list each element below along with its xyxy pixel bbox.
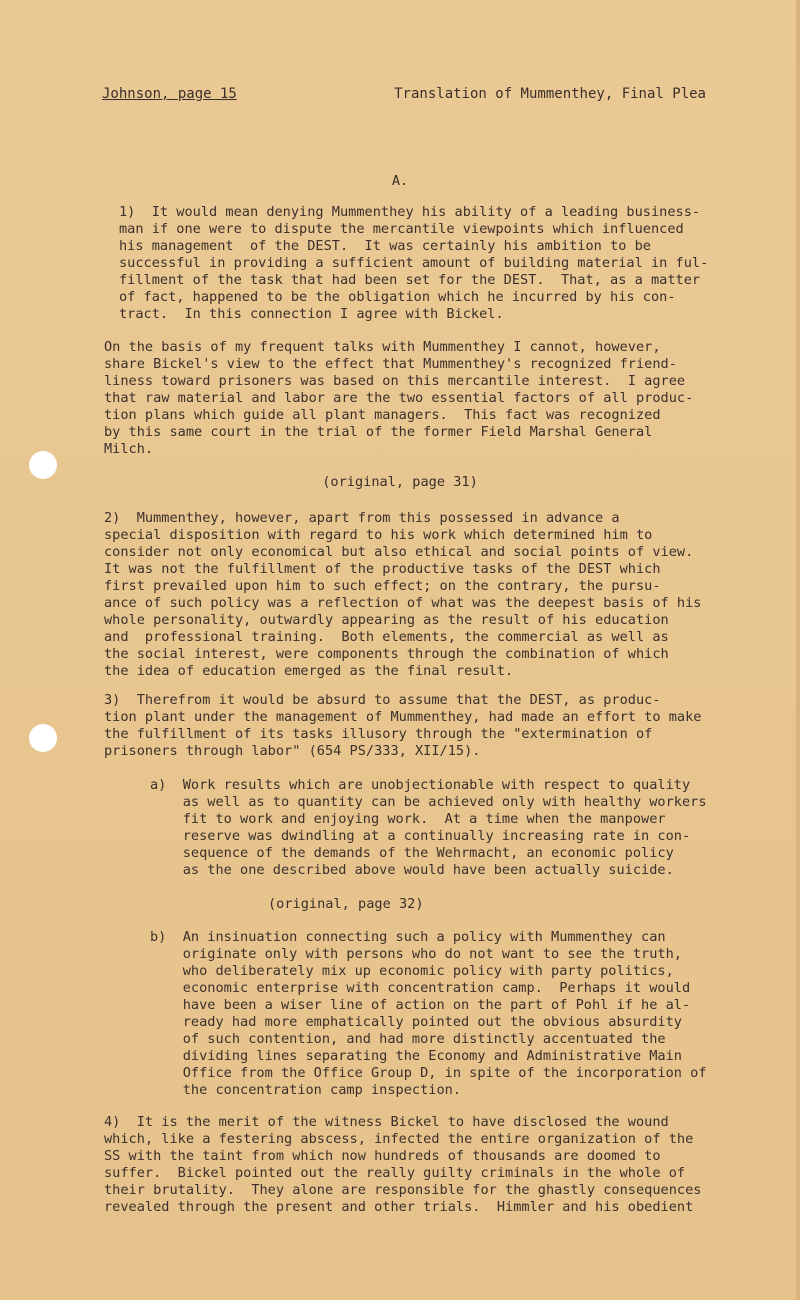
original-page-marker-31: (original, page 31) bbox=[322, 474, 478, 490]
subparagraph-b: b) An insinuation connecting such a policy with Mummenthey can originate only with persons who do not want to see the truth, who deliberately mix up economic policy with party politics, economic enterprise with concentration camp. Perhaps it would have been a wiser line of action on the part of Pohl if he al- ready had more emphatically pointed out the obvious absurdity of such contention, and had more distinctly accentuated the dividing lines separating the Economy and Administrative Main Office from the Office Group D, in spite of the incorporation of the concentration camp inspection. bbox=[150, 929, 707, 1098]
punch-hole-bottom bbox=[29, 724, 57, 752]
original-page-marker-32: (original, page 32) bbox=[268, 896, 424, 912]
subparagraph-a: a) Work results which are unobjectionable with respect to quality as well as to quantity can be achieved only with healthy workers fit to work and enjoying work. At a time when the manpower reserve was dwindling at a continually increasing rate in con- sequence of the demands of the Wehrmacht, an economic policy as the one described above would have been actually suicide. bbox=[150, 777, 707, 878]
paragraph-3: 2) Mummenthey, however, apart from this possessed in advance a special disposition with regard to his work which determined him to consider not only economical but also ethical and social points of view. It was not the fulfillment of the productive tasks of the DEST which first prevailed upon him to such effect; on the contrary, the pursu- ance of such policy was a reflection of what was the deepest basis of his whole personality, outwardly appearing as the result of his education and professional training. Both elements, the commercial as well as the social interest, were components through the combination of which the idea of education emerged as the final result. bbox=[104, 510, 702, 679]
paragraph-4: 3) Therefrom it would be absurd to assume that the DEST, as produc- tion plant under the management of Mummenthey, had made an effort to make the fulfillment of its tasks illusory through the "extermination of prisoners through labor" (654 PS/333, XII/15). bbox=[104, 692, 702, 759]
paragraph-4-section: 4) It is the merit of the witness Bickel to have disclosed the wound which, like a festering abscess, infected the entire organization of the SS with the taint from which now hundreds of thousands are doomed to suffer. Bickel pointed out the really guilty criminals in the whole of their brutality. They alone are responsible for the ghastly consequences revealed through the present and other trials. Himmler and his obedient bbox=[104, 1114, 702, 1215]
section-label: A. bbox=[391, 173, 409, 189]
header-page-reference: Johnson, page 15 bbox=[102, 86, 237, 102]
page-header bbox=[102, 86, 706, 102]
paragraph-2: On the basis of my frequent talks with Mummenthey I cannot, however, share Bickel's view to the effect that Mummenthey's recognized friend- liness toward prisoners was based on this mercantile interest. I agree that raw material and labor are the two essential factors of all produc- tion plans which guide all plant managers. This fact was recognized by this same court in the trial of the former Field Marshal General Milch. bbox=[104, 339, 694, 457]
page-edge bbox=[796, 0, 800, 1300]
header-document-title: Translation of Mummenthey, Final Plea bbox=[394, 86, 706, 102]
paragraph-1: 1) It would mean denying Mummenthey his ability of a leading business- man if one were to dispute the mercantile viewpoints which influenced his management of the DEST. It was certainly his ambition to be successful in providing a sufficient amount of building material in ful- fillment of the task that had been set for the DEST. That, as a matter of fact, happened to be the obligation which he incurred by his con- tract. In this connection I agree with Bickel. bbox=[119, 204, 709, 322]
